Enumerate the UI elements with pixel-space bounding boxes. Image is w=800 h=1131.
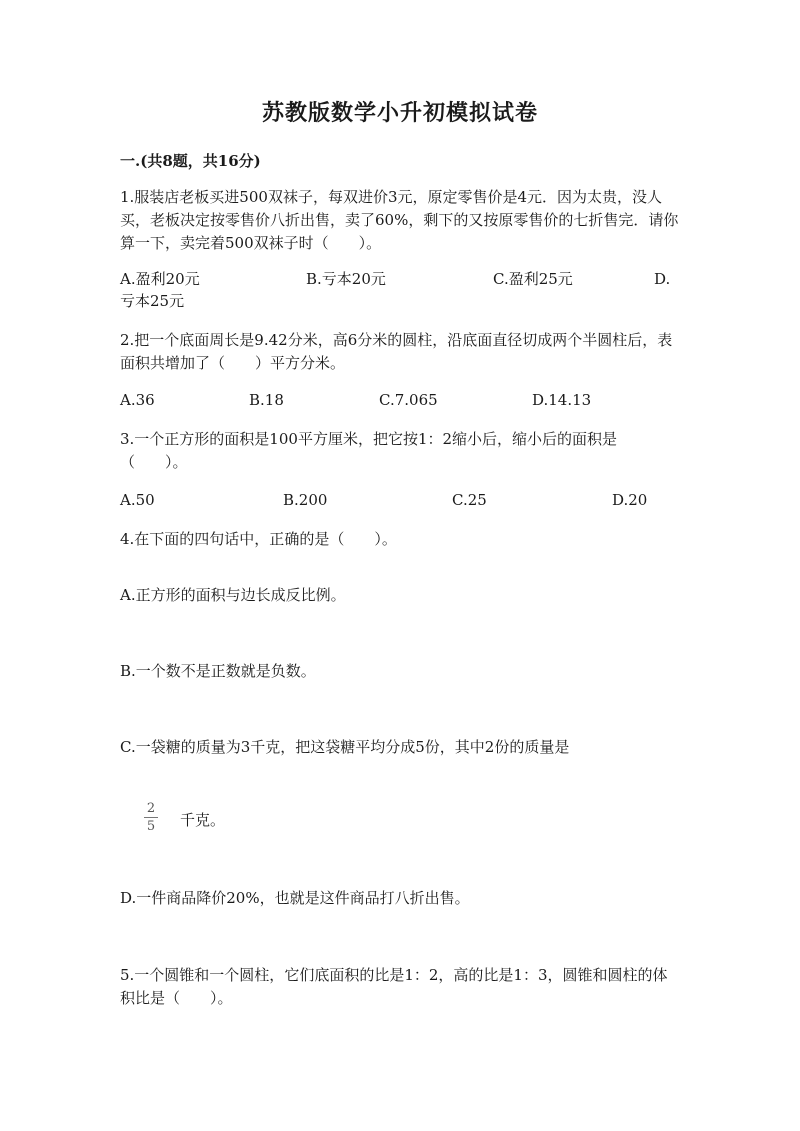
option-1a: A.盈利20元 <box>120 270 200 288</box>
fraction <box>141 801 161 834</box>
option-2a: A.36 <box>120 391 155 409</box>
fraction-numerator: 2 <box>146 801 156 816</box>
question-4: 4.在下面的四句话中，正确的是（ ）。 <box>120 530 397 548</box>
page-title: 苏教版数学小升初模拟试卷 <box>261 100 538 126</box>
question-1: 1.服装店老板买进500双袜子，每双进价3元，原定零售价是4元．因为太贵，没人买，老板决定按零售价八折出售，卖了60%，剩下的又按原零售价的七折售完．请你算一下，卖完着500双袜子时（ ）。 <box>120 188 679 252</box>
option-4b: B.一个数不是正数就是负数。 <box>120 662 316 680</box>
option-2b: B.18 <box>249 391 284 409</box>
question-5: 5.一个圆锥和一个圆柱，它们底面积的比是1：2，高的比是1：3，圆锥和圆柱的体积比是（ ）。 <box>120 966 668 1007</box>
fraction-bar <box>144 817 158 818</box>
option-2d: D.14.13 <box>532 391 592 409</box>
option-1b: B.亏本20元 <box>306 270 386 288</box>
section-heading: 一.(共8题，共16分) <box>120 152 261 170</box>
option-3c: C.25 <box>452 491 487 509</box>
option-4d: D.一件商品降价20%，也就是这件商品打八折出售。 <box>120 889 470 907</box>
option-4c: C.一袋糖的质量为3千克，把这袋糖平均分成5份，其中2份的质量是 <box>120 738 570 756</box>
option-1d: 亏本25元 <box>120 292 185 310</box>
question-2: 2.把一个底面周长是9.42分米，高6分米的圆柱，沿底面直径切成两个半圆柱后，表面积共增加了（ ）平方分米。 <box>120 331 673 372</box>
option-3d: D.20 <box>612 491 648 509</box>
option-1d-label: D. <box>654 270 671 288</box>
fraction-denominator: 5 <box>146 819 156 834</box>
option-4a: A.正方形的面积与边长成反比例。 <box>120 586 346 604</box>
option-3a: A.50 <box>120 491 155 509</box>
option-2c: C.7.065 <box>379 391 438 409</box>
option-1c: C.盈利25元 <box>493 270 573 288</box>
option-3b: B.200 <box>283 491 328 509</box>
question-3: 3.一个正方形的面积是100平方厘米，把它按1：2缩小后，缩小后的面积是（ ）。 <box>120 430 618 471</box>
option-4c-unit: 千克。 <box>180 811 226 829</box>
